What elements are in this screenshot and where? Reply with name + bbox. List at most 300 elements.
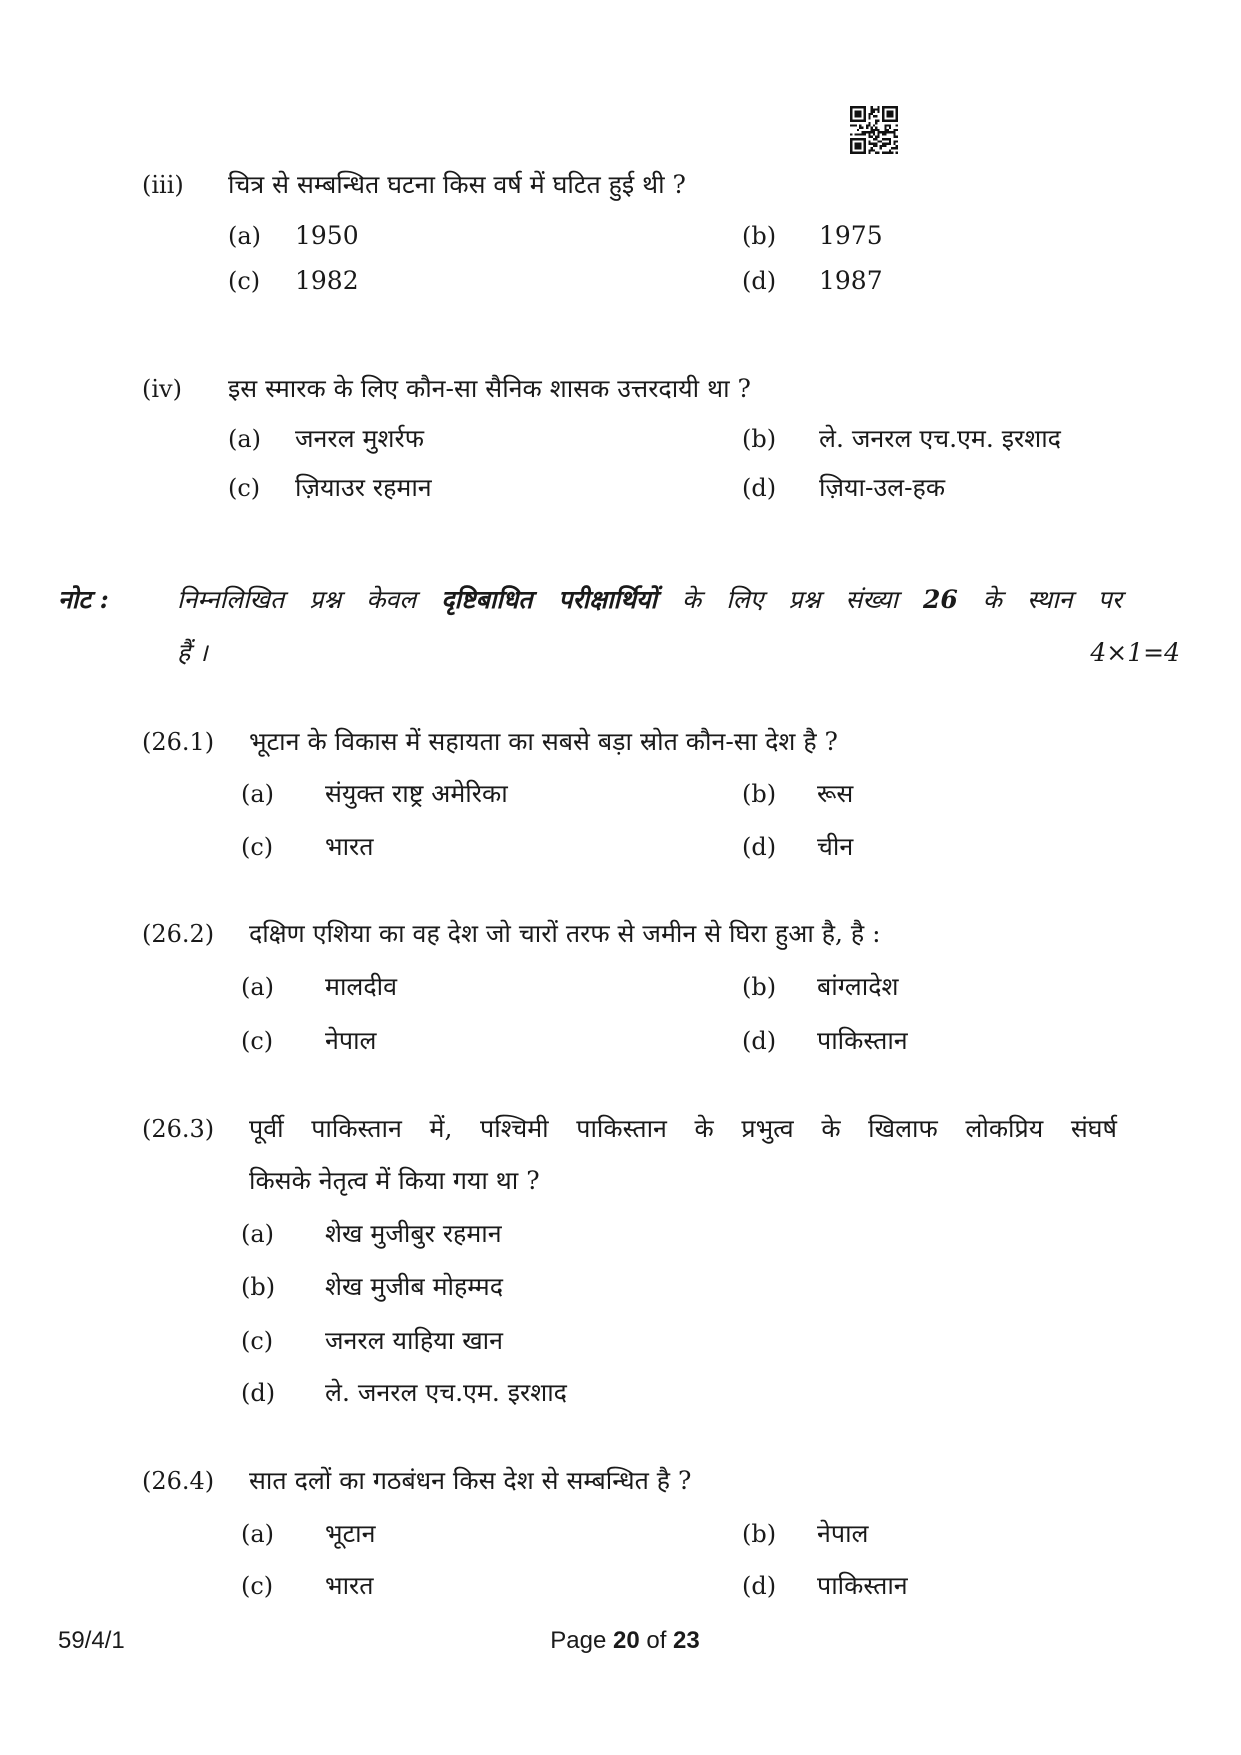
- question-text: पूर्वी पाकिस्तान में, पश्चिमी पाकिस्तान के प्रभुत्व के खिलाफ लोकप्रिय संघर्ष: [249, 1114, 1117, 1143]
- qr-module: [884, 145, 886, 147]
- option-text: मालदीव: [325, 972, 398, 1001]
- qr-module: [855, 113, 857, 115]
- qr-module: [861, 133, 863, 135]
- qr-module: [859, 111, 861, 113]
- qr-module: [882, 131, 884, 133]
- qr-module: [855, 124, 857, 126]
- qr-module: [896, 140, 898, 142]
- qr-module: [893, 106, 895, 108]
- qr-module: [852, 106, 854, 108]
- qr-module: [855, 152, 857, 154]
- option-label: (b): [742, 780, 777, 808]
- qr-module: [864, 147, 866, 149]
- qr-module: [871, 149, 873, 151]
- qr-module: [873, 138, 875, 140]
- qr-module: [882, 120, 884, 122]
- option-text: नेपाल: [325, 1026, 377, 1055]
- qr-module: [857, 115, 859, 117]
- option-b: [241, 1271, 503, 1306]
- qr-module: [884, 124, 886, 126]
- option-text: भारत: [325, 832, 374, 861]
- option-text: ज़िया-उल-हक: [819, 473, 946, 502]
- qr-module: [882, 113, 884, 115]
- qr-module: [857, 147, 859, 149]
- qr-module: [884, 120, 886, 122]
- qr-module: [859, 124, 861, 126]
- question-number: (26.4): [142, 1467, 215, 1495]
- qr-module: [864, 133, 866, 135]
- qr-module: [850, 149, 852, 151]
- qr-module: [893, 131, 895, 133]
- qr-module: [864, 140, 866, 142]
- question-text: इस स्मारक के लिए कौन-सा सैनिक शासक उत्तरदायी था ?: [228, 374, 751, 403]
- qr-module: [859, 152, 861, 154]
- qr-module: [884, 129, 886, 131]
- option-label: (d): [742, 1027, 777, 1055]
- qr-module: [884, 143, 886, 145]
- qr-module: [864, 143, 866, 145]
- option-c: [241, 1325, 503, 1360]
- option-label: (c): [241, 1027, 274, 1055]
- question-text: सात दलों का गठबंधन किस देश से सम्बन्धित है ?: [249, 1466, 692, 1495]
- qr-module: [871, 143, 873, 145]
- qr-module: [875, 143, 877, 145]
- paper-code: 59/4/1: [58, 1627, 125, 1654]
- qr-module: [877, 106, 879, 108]
- qr-module: [859, 127, 861, 129]
- question-text-line2: किसके नेतृत्व में किया गया था ?: [249, 1166, 540, 1195]
- note-label: नोट :: [58, 585, 109, 614]
- qr-module: [871, 131, 873, 133]
- qr-module: [861, 127, 863, 129]
- option-a: [228, 220, 359, 255]
- qr-module: [891, 120, 893, 122]
- option-text: पाकिस्तान: [817, 1571, 908, 1600]
- option-b: [742, 971, 899, 1006]
- qr-module: [896, 117, 898, 119]
- qr-module: [868, 149, 870, 151]
- qr-module: [850, 140, 852, 142]
- qr-module: [855, 120, 857, 122]
- qr-module: [893, 136, 895, 138]
- qr-module: [887, 129, 889, 131]
- qr-module: [855, 111, 857, 113]
- qr-module: [871, 111, 873, 113]
- marks-label: 4×1=4: [1090, 638, 1180, 667]
- qr-module: [896, 129, 898, 131]
- qr-module: [852, 124, 854, 126]
- qr-module: [884, 127, 886, 129]
- qr-module: [887, 111, 889, 113]
- qr-module: [896, 111, 898, 113]
- option-d: [742, 472, 946, 507]
- qr-module: [889, 124, 891, 126]
- qr-module: [868, 136, 870, 138]
- qr-module: [875, 120, 877, 122]
- qr-module: [889, 106, 891, 108]
- qr-module: [896, 115, 898, 117]
- qr-module: [873, 131, 875, 133]
- qr-code-icon: [850, 106, 898, 154]
- option-text: 1982: [295, 266, 359, 295]
- question-number: (iv): [142, 375, 182, 403]
- qr-module: [875, 152, 877, 154]
- qr-module: [896, 145, 898, 147]
- qr-module: [882, 117, 884, 119]
- qr-module: [855, 143, 857, 145]
- qr-module: [877, 120, 879, 122]
- qr-module: [850, 147, 852, 149]
- qr-module: [871, 129, 873, 131]
- qr-module: [891, 106, 893, 108]
- option-d: [742, 1025, 908, 1060]
- option-a: [241, 778, 508, 813]
- qr-module: [889, 115, 891, 117]
- option-label: (c): [228, 267, 261, 295]
- option-label: (d): [742, 1572, 777, 1600]
- qr-module: [880, 140, 882, 142]
- qr-module: [857, 129, 859, 131]
- qr-module: [884, 133, 886, 135]
- qr-module: [855, 138, 857, 140]
- qr-module: [889, 138, 891, 140]
- qr-module: [850, 108, 852, 110]
- qr-module: [875, 115, 877, 117]
- option-label: (c): [241, 833, 274, 861]
- qr-module: [857, 143, 859, 145]
- qr-module: [896, 124, 898, 126]
- qr-module: [896, 120, 898, 122]
- option-b: [742, 423, 1061, 458]
- qr-module: [875, 145, 877, 147]
- qr-module: [864, 149, 866, 151]
- question-text: भूटान के विकास में सहायता का सबसे बड़ा स्रोत कौन-सा देश है ?: [249, 727, 838, 756]
- qr-module: [861, 131, 863, 133]
- qr-module: [873, 108, 875, 110]
- qr-module: [893, 143, 895, 145]
- qr-module: [880, 131, 882, 133]
- option-label: (b): [742, 425, 777, 453]
- qr-module: [884, 131, 886, 133]
- qr-module: [864, 152, 866, 154]
- option-d: [241, 1377, 567, 1412]
- qr-module: [855, 133, 857, 135]
- qr-module: [873, 129, 875, 131]
- qr-module: [873, 133, 875, 135]
- note-text-part: के स्थान पर: [957, 585, 1122, 614]
- option-text: जनरल मुशर्रफ: [295, 424, 424, 453]
- qr-module: [857, 113, 859, 115]
- qr-module: [852, 152, 854, 154]
- qr-module: [868, 152, 870, 154]
- option-c: [241, 831, 374, 866]
- option-label: (b): [241, 1273, 276, 1301]
- qr-module: [868, 131, 870, 133]
- qr-module: [864, 106, 866, 108]
- qr-module: [875, 127, 877, 129]
- qr-module: [887, 106, 889, 108]
- qr-module: [887, 143, 889, 145]
- qr-module: [850, 145, 852, 147]
- qr-module: [893, 140, 895, 142]
- option-c: [228, 265, 359, 300]
- option-text: ले. जनरल एच.एम. इरशाद: [819, 424, 1061, 453]
- qr-module: [896, 152, 898, 154]
- qr-module: [850, 152, 852, 154]
- qr-module: [868, 117, 870, 119]
- qr-module: [875, 138, 877, 140]
- option-b: [742, 778, 854, 813]
- qr-module: [852, 138, 854, 140]
- qr-module: [889, 113, 891, 115]
- option-label: (b): [742, 1520, 777, 1548]
- qr-module: [882, 106, 884, 108]
- qr-module: [891, 131, 893, 133]
- qr-module: [882, 143, 884, 145]
- qr-module: [877, 140, 879, 142]
- qr-module: [893, 120, 895, 122]
- qr-module: [859, 120, 861, 122]
- qr-module: [893, 129, 895, 131]
- qr-module: [877, 108, 879, 110]
- page-current: 20: [612, 1627, 640, 1654]
- qr-module: [868, 143, 870, 145]
- qr-module: [896, 108, 898, 110]
- qr-module: [889, 131, 891, 133]
- qr-module: [882, 115, 884, 117]
- qr-module: [884, 138, 886, 140]
- option-text: जनरल याहिया खान: [325, 1326, 503, 1355]
- qr-module: [877, 152, 879, 154]
- qr-module: [850, 111, 852, 113]
- qr-module: [875, 136, 877, 138]
- qr-module: [864, 111, 866, 113]
- note-text: [177, 584, 1122, 616]
- qr-module: [850, 120, 852, 122]
- qr-module: [859, 113, 861, 115]
- qr-module: [866, 131, 868, 133]
- option-text: भूटान: [325, 1519, 376, 1548]
- note-text-line2: हैं ।: [177, 638, 208, 667]
- qr-module: [850, 106, 852, 108]
- qr-module: [889, 127, 891, 129]
- qr-module: [893, 133, 895, 135]
- qr-module: [889, 152, 891, 154]
- option-label: (a): [241, 1220, 275, 1248]
- qr-module: [868, 115, 870, 117]
- qr-module: [855, 145, 857, 147]
- qr-module: [891, 111, 893, 113]
- qr-module: [877, 129, 879, 131]
- option-a: [228, 423, 424, 458]
- qr-module: [850, 113, 852, 115]
- qr-module: [882, 152, 884, 154]
- option-label: (a): [241, 1520, 275, 1548]
- qr-module: [859, 115, 861, 117]
- page-indicator: [505, 1625, 745, 1657]
- qr-module: [855, 147, 857, 149]
- qr-module: [887, 113, 889, 115]
- option-a: [241, 1218, 502, 1253]
- option-label: (c): [241, 1327, 274, 1355]
- qr-module: [857, 111, 859, 113]
- option-c: [241, 1025, 377, 1060]
- qr-module: [850, 117, 852, 119]
- qr-module: [877, 136, 879, 138]
- qr-module: [871, 108, 873, 110]
- option-text: 1987: [819, 266, 883, 295]
- page-of-label: of: [646, 1627, 667, 1654]
- option-label: (b): [742, 222, 777, 250]
- qr-module: [887, 152, 889, 154]
- qr-module: [896, 136, 898, 138]
- qr-module: [859, 133, 861, 135]
- option-text: भारत: [325, 1571, 374, 1600]
- qr-module: [891, 115, 893, 117]
- qr-module: [877, 111, 879, 113]
- qr-module: [893, 147, 895, 149]
- qr-module: [859, 145, 861, 147]
- qr-module: [873, 115, 875, 117]
- note-text-bold: 26: [922, 585, 958, 614]
- option-label: (d): [742, 474, 777, 502]
- qr-module: [896, 106, 898, 108]
- qr-module: [857, 138, 859, 140]
- qr-module: [861, 120, 863, 122]
- qr-module: [871, 136, 873, 138]
- option-label: (d): [241, 1379, 276, 1407]
- question-number: (26.2): [142, 920, 215, 948]
- question-number: (26.3): [142, 1115, 215, 1143]
- qr-module: [868, 133, 870, 135]
- qr-module: [882, 111, 884, 113]
- qr-module: [868, 113, 870, 115]
- qr-module: [882, 108, 884, 110]
- qr-module: [887, 131, 889, 133]
- option-d: [742, 831, 854, 866]
- qr-module: [864, 113, 866, 115]
- qr-module: [875, 122, 877, 124]
- option-text: शेख मुजीब मोहम्मद: [325, 1272, 503, 1301]
- qr-module: [859, 138, 861, 140]
- page-total: 23: [673, 1627, 700, 1654]
- qr-module: [864, 115, 866, 117]
- qr-module: [884, 152, 886, 154]
- option-text: रूस: [817, 779, 854, 808]
- qr-module: [882, 145, 884, 147]
- question-text: चित्र से सम्बन्धित घटना किस वर्ष में घटित हुई थी ?: [228, 170, 686, 199]
- qr-module: [866, 124, 868, 126]
- qr-module: [859, 143, 861, 145]
- qr-module: [859, 106, 861, 108]
- qr-module: [864, 138, 866, 140]
- qr-module: [887, 120, 889, 122]
- qr-module: [889, 111, 891, 113]
- option-a: [241, 1518, 376, 1553]
- qr-module: [871, 127, 873, 129]
- option-text: संयुक्त राष्ट्र अमेरिका: [325, 779, 508, 808]
- option-c: [241, 1570, 374, 1605]
- qr-module: [889, 120, 891, 122]
- qr-module: [861, 138, 863, 140]
- qr-module: [887, 138, 889, 140]
- qr-module: [873, 145, 875, 147]
- option-label: (a): [228, 222, 262, 250]
- qr-module: [873, 143, 875, 145]
- qr-module: [871, 147, 873, 149]
- option-text: शेख मुजीबुर रहमान: [325, 1219, 502, 1248]
- option-label: (b): [742, 973, 777, 1001]
- option-a: [241, 971, 398, 1006]
- qr-module: [880, 145, 882, 147]
- qr-module: [866, 127, 868, 129]
- qr-module: [857, 106, 859, 108]
- qr-module: [891, 113, 893, 115]
- option-label: (d): [742, 267, 777, 295]
- qr-module: [864, 120, 866, 122]
- qr-module: [891, 147, 893, 149]
- option-text: पाकिस्तान: [817, 1026, 908, 1055]
- qr-module: [887, 124, 889, 126]
- option-label: (a): [241, 780, 275, 808]
- qr-module: [868, 122, 870, 124]
- option-d: [742, 265, 883, 300]
- qr-module: [889, 140, 891, 142]
- qr-module: [868, 124, 870, 126]
- qr-module: [887, 115, 889, 117]
- qr-module: [882, 133, 884, 135]
- option-label: (c): [241, 1572, 274, 1600]
- question-number: (iii): [142, 171, 184, 199]
- qr-module: [875, 108, 877, 110]
- qr-module: [873, 111, 875, 113]
- option-label: (d): [742, 833, 777, 861]
- option-label: (a): [228, 425, 262, 453]
- option-text: बांग्लादेश: [817, 972, 899, 1001]
- qr-module: [873, 124, 875, 126]
- qr-module: [864, 117, 866, 119]
- qr-module: [857, 152, 859, 154]
- qr-module: [864, 145, 866, 147]
- qr-module: [864, 131, 866, 133]
- qr-module: [882, 138, 884, 140]
- qr-module: [850, 115, 852, 117]
- question-text: दक्षिण एशिया का वह देश जो चारों तरफ से जमीन से घिरा हुआ है, है :: [249, 919, 881, 948]
- option-c: [228, 472, 432, 507]
- qr-module: [877, 133, 879, 135]
- qr-module: [850, 124, 852, 126]
- qr-module: [871, 106, 873, 108]
- option-text: 1975: [819, 221, 883, 250]
- option-text: 1950: [295, 221, 359, 250]
- option-label: (c): [228, 474, 261, 502]
- qr-module: [880, 147, 882, 149]
- qr-module: [852, 120, 854, 122]
- page-label: Page: [550, 1627, 607, 1654]
- qr-module: [864, 108, 866, 110]
- option-d: [742, 1570, 908, 1605]
- qr-module: [855, 106, 857, 108]
- qr-module: [850, 143, 852, 145]
- qr-module: [891, 152, 893, 154]
- qr-module: [871, 113, 873, 115]
- option-text: नेपाल: [817, 1519, 869, 1548]
- qr-module: [873, 149, 875, 151]
- qr-module: [857, 145, 859, 147]
- qr-module: [850, 133, 852, 135]
- qr-module: [859, 147, 861, 149]
- qr-module: [889, 149, 891, 151]
